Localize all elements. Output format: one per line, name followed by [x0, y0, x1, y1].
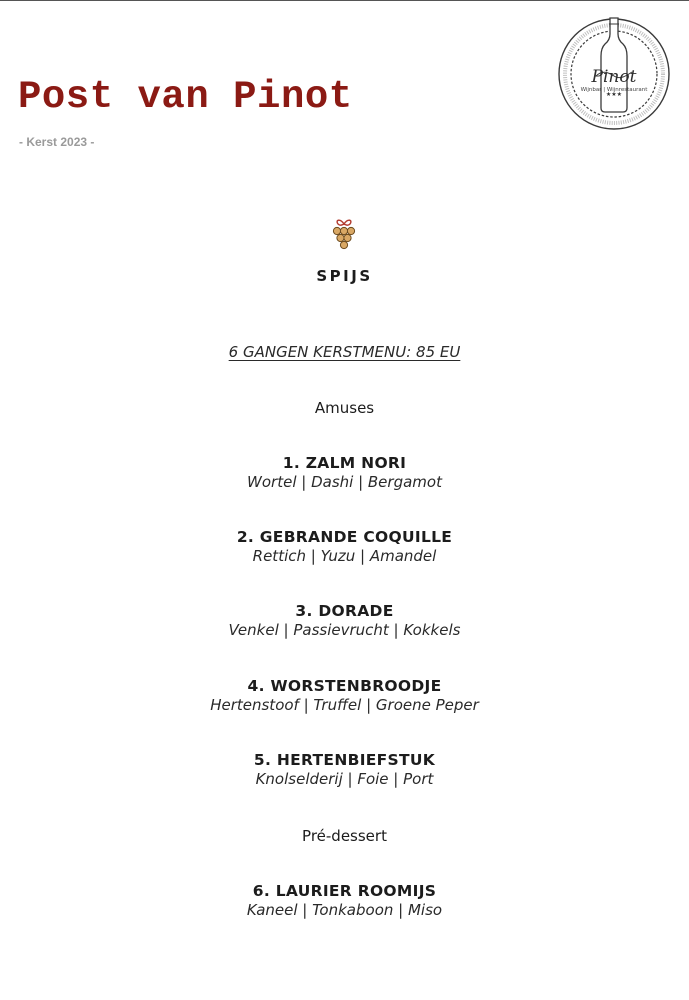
course-description: Wortel | Dashi | Bergamot	[247, 473, 442, 491]
section-title: SPIJS	[316, 267, 373, 285]
logo-name: Pinot	[591, 67, 637, 87]
course-description: Knolselderij | Foie | Port	[255, 770, 434, 788]
course-name: 2. GEBRANDE COQUILLE	[236, 528, 453, 546]
menu-price: 6 GANGEN KERSTMENU: 85 EU	[228, 343, 461, 361]
page-title: Post van Pinot	[18, 75, 353, 119]
wine-bottle-seal-icon	[556, 16, 672, 132]
course-description: Venkel | Passievrucht | Kokkels	[228, 621, 461, 639]
course-item	[0, 454, 689, 492]
restaurant-logo	[556, 16, 672, 132]
course-item	[0, 751, 689, 789]
pre-dessert-label: Pré-dessert	[302, 827, 387, 845]
course-name: 1. ZALM NORI	[282, 454, 407, 472]
course-item	[0, 602, 689, 640]
course-item	[0, 528, 689, 566]
logo-stars: ★★★	[605, 91, 623, 98]
top-border	[0, 0, 689, 1]
course-name: 5. HERTENBIEFSTUK	[253, 751, 436, 769]
course-name: 3. DORADE	[295, 602, 394, 620]
amuses-label: Amuses	[314, 399, 375, 417]
course-name: 4. WORSTENBROODJE	[247, 677, 442, 695]
logo-tagline: Wijnbar | Wijnrestaurant	[580, 87, 648, 93]
course-item	[0, 677, 689, 715]
course-description: Kaneel | Tonkaboon | Miso	[246, 901, 443, 919]
course-name: 6. LAURIER ROOMIJS	[252, 882, 437, 900]
course-description: Rettich | Yuzu | Amandel	[252, 547, 437, 565]
course-description: Hertenstoof | Truffel | Groene Peper	[210, 696, 479, 714]
grapes-icon	[329, 216, 359, 254]
page-subtitle: - Kerst 2023 -	[19, 135, 95, 149]
course-item	[0, 882, 689, 920]
